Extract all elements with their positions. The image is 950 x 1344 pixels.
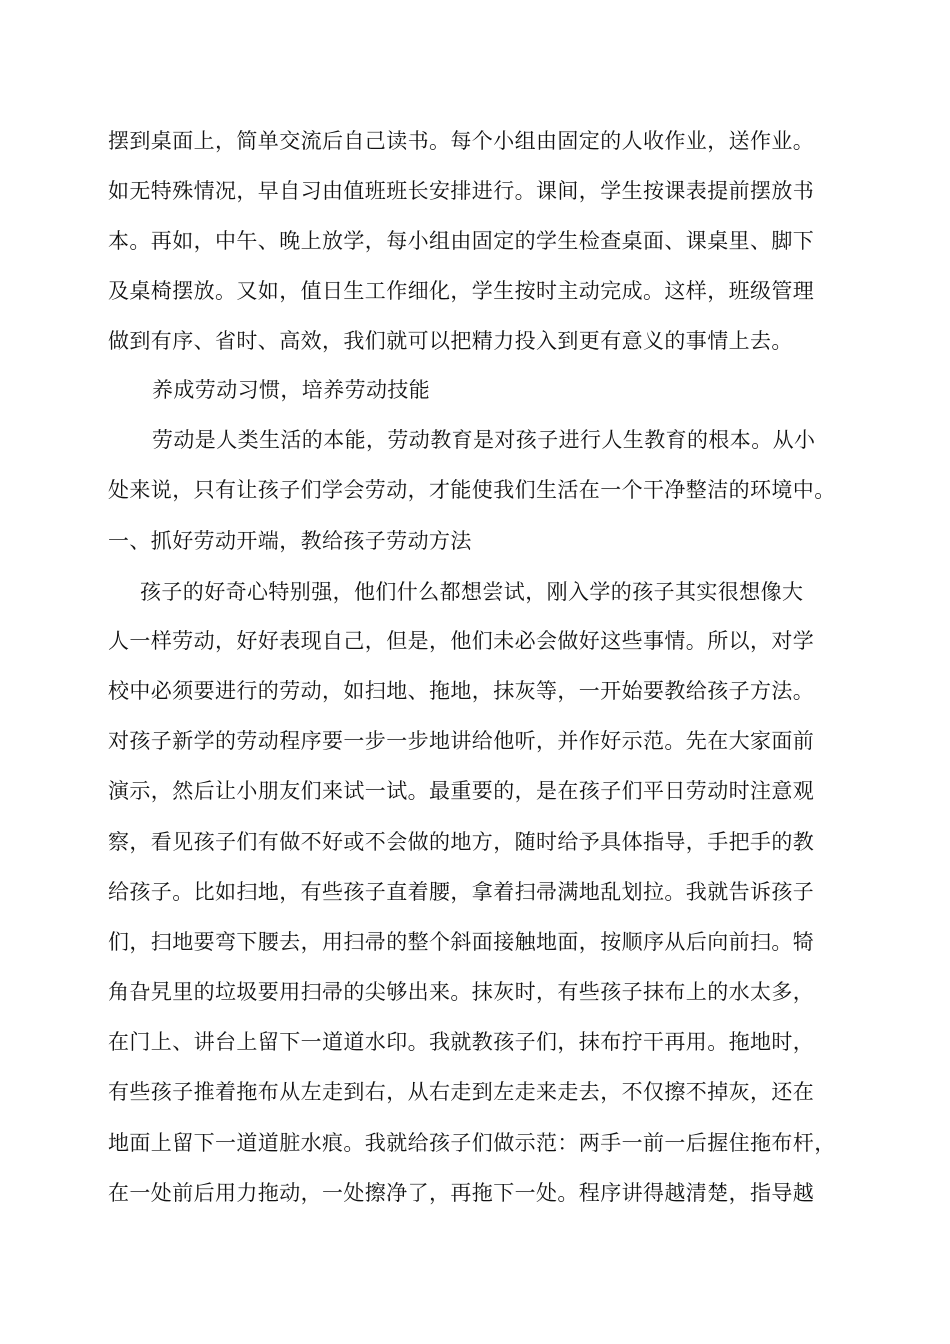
paragraph-line: 在门上、讲台上留下一道道水印。我就教孩子们，抹布拧干再用。拖地时， (108, 1030, 815, 1054)
paragraph-line: 给孩子。比如扫地，有些孩子直着腰，拿着扫帚满地乱划拉。我就告诉孩子 (108, 880, 815, 904)
paragraph-line: 做到有序、省时、高效，我们就可以把精力投入到更有意义的事情上去。 (108, 329, 793, 353)
section-heading: 养成劳动习惯，培养劳动技能 (152, 378, 431, 402)
paragraph-line: 地面上留下一道道脏水痕。我就给孩子们做示范：两手一前一后握住拖布杆， (108, 1131, 836, 1155)
paragraph-line: 在一处前后用力拖动，一处擦净了，再拖下一处。程序讲得越清楚，指导越 (108, 1181, 815, 1205)
paragraph-line: 孩子的好奇心特别强，他们什么都想尝试，刚入学的孩子其实很想像大 (140, 580, 804, 604)
paragraph-line: 处来说，只有让孩子们学会劳动，才能使我们生活在一个干净整洁的环境中。 (108, 478, 836, 502)
paragraph-line: 有些孩子推着拖布从左走到右，从右走到左走来走去，不仅擦不掉灰，还在 (108, 1080, 815, 1104)
paragraph-line: 及桌椅摆放。又如，值日生工作细化，学生按时主动完成。这样，班级管理 (108, 279, 815, 303)
paragraph-line: 们，扫地要弯下腰去，用扫帚的整个斜面接触地面，按顺序从后向前扫。犄 (108, 930, 815, 954)
paragraph-line: 如无特殊情况，早自习由值班班长安排进行。课间，学生按课表提前摆放书 (108, 179, 815, 203)
paragraph-line: 本。再如，中午、晚上放学，每小组由固定的学生检查桌面、课桌里、脚下 (108, 229, 815, 253)
paragraph-line: 对孩子新学的劳动程序要一步一步地讲给他听，并作好示范。先在大家面前 (108, 729, 815, 753)
paragraph-line: 校中必须要进行的劳动，如扫地、拖地，抹灰等，一开始要教给孩子方法。 (108, 679, 815, 703)
paragraph-line: 劳动是人类生活的本能，劳动教育是对孩子进行人生教育的根本。从小 (152, 428, 816, 452)
paragraph-line: 察，看见孩子们有做不好或不会做的地方，随时给予具体指导，手把手的教 (108, 830, 815, 854)
paragraph-line: 角旮旯里的垃圾要用扫帚的尖够出来。抹灰时，有些孩子抹布上的水太多， (108, 980, 815, 1004)
subsection-heading: 一、抓好劳动开端，教给孩子劳动方法 (108, 529, 472, 553)
paragraph-line: 摆到桌面上，简单交流后自己读书。每个小组由固定的人收作业，送作业。 (108, 129, 815, 153)
paragraph-line: 人一样劳动，好好表现自己，但是，他们未必会做好这些事情。所以，对学 (108, 629, 815, 653)
paragraph-line: 演示，然后让小朋友们来试一试。最重要的，是在孩子们平日劳动时注意观 (108, 779, 815, 803)
